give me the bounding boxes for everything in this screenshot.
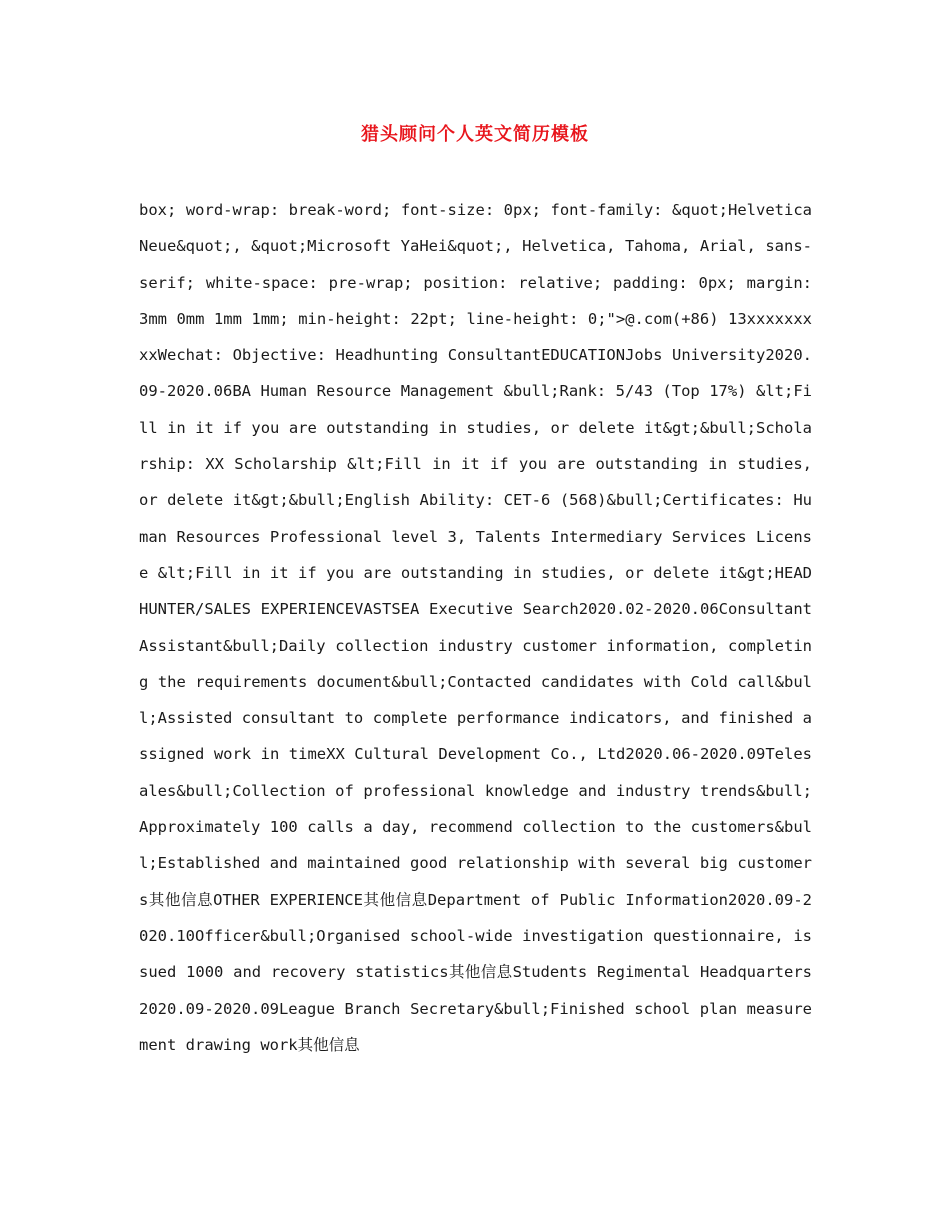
resume-body-text: box; word-wrap: break-word; font-size: 0px; font-family: &quot;Helvetica Neue&quot;, &quot;Microsoft YaHei&quot;, Helvetica, Tahoma, Arial, sans-serif; white-space: pre-wrap; position: relative; padding: 0px; margin: 3mm 0mm 1mm 1mm; min-height: 22pt; line-height: 0;">@.com(+86) 13xxxxxxxxxWechat: Objective: Headhunting ConsultantEDUCATIONJobs University2020.09-2020.06BA Human Resource Management &bull;Rank: 5/43 (Top 17%) &lt;Fill in it if you are outstanding in studies, or delete it&gt;&bull;Scholarship: XX Scholarship &lt;Fill in it if you are outstanding in studies, or delete it&gt;&bull;English Ability: CET-6 (568)&bull;Certificates: Human Resources Professional level 3, Talents Intermediary Services License &lt;Fill in it if you are outstanding in studies, or delete it&gt;HEADHUNTER/SALES EXPERIENCEVASTSEA Executive Search2020.02-2020.06Consultant Assistant&bull;Daily collection industry customer information, completing the requirements document&bull;Contacted candidates with Cold call&bull;Assisted consultant to complete performance indicators, and finished assigned work in timeXX Cultural Development Co., Ltd2020.06-2020.09Telesales&bull;Collection of professional knowledge and industry trends&bull;Approximately 100 calls a day, recommend collection to the customers&bull;Established and maintained good relationship with several big customers其他信息OTHER EXPERIENCE其他信息Department of Public Information2020.09-2020.10Officer&bull;Organised school-wide investigation questionnaire, issued 1000 and recovery statistics其他信息Students Regimental Headquarters2020.09-2020.09League Branch Secretary&bull;Finished school plan measurement drawing work其他信息 — [139, 201, 812, 1054]
page-title: 猎头顾问个人英文简历模板 — [361, 124, 589, 145]
